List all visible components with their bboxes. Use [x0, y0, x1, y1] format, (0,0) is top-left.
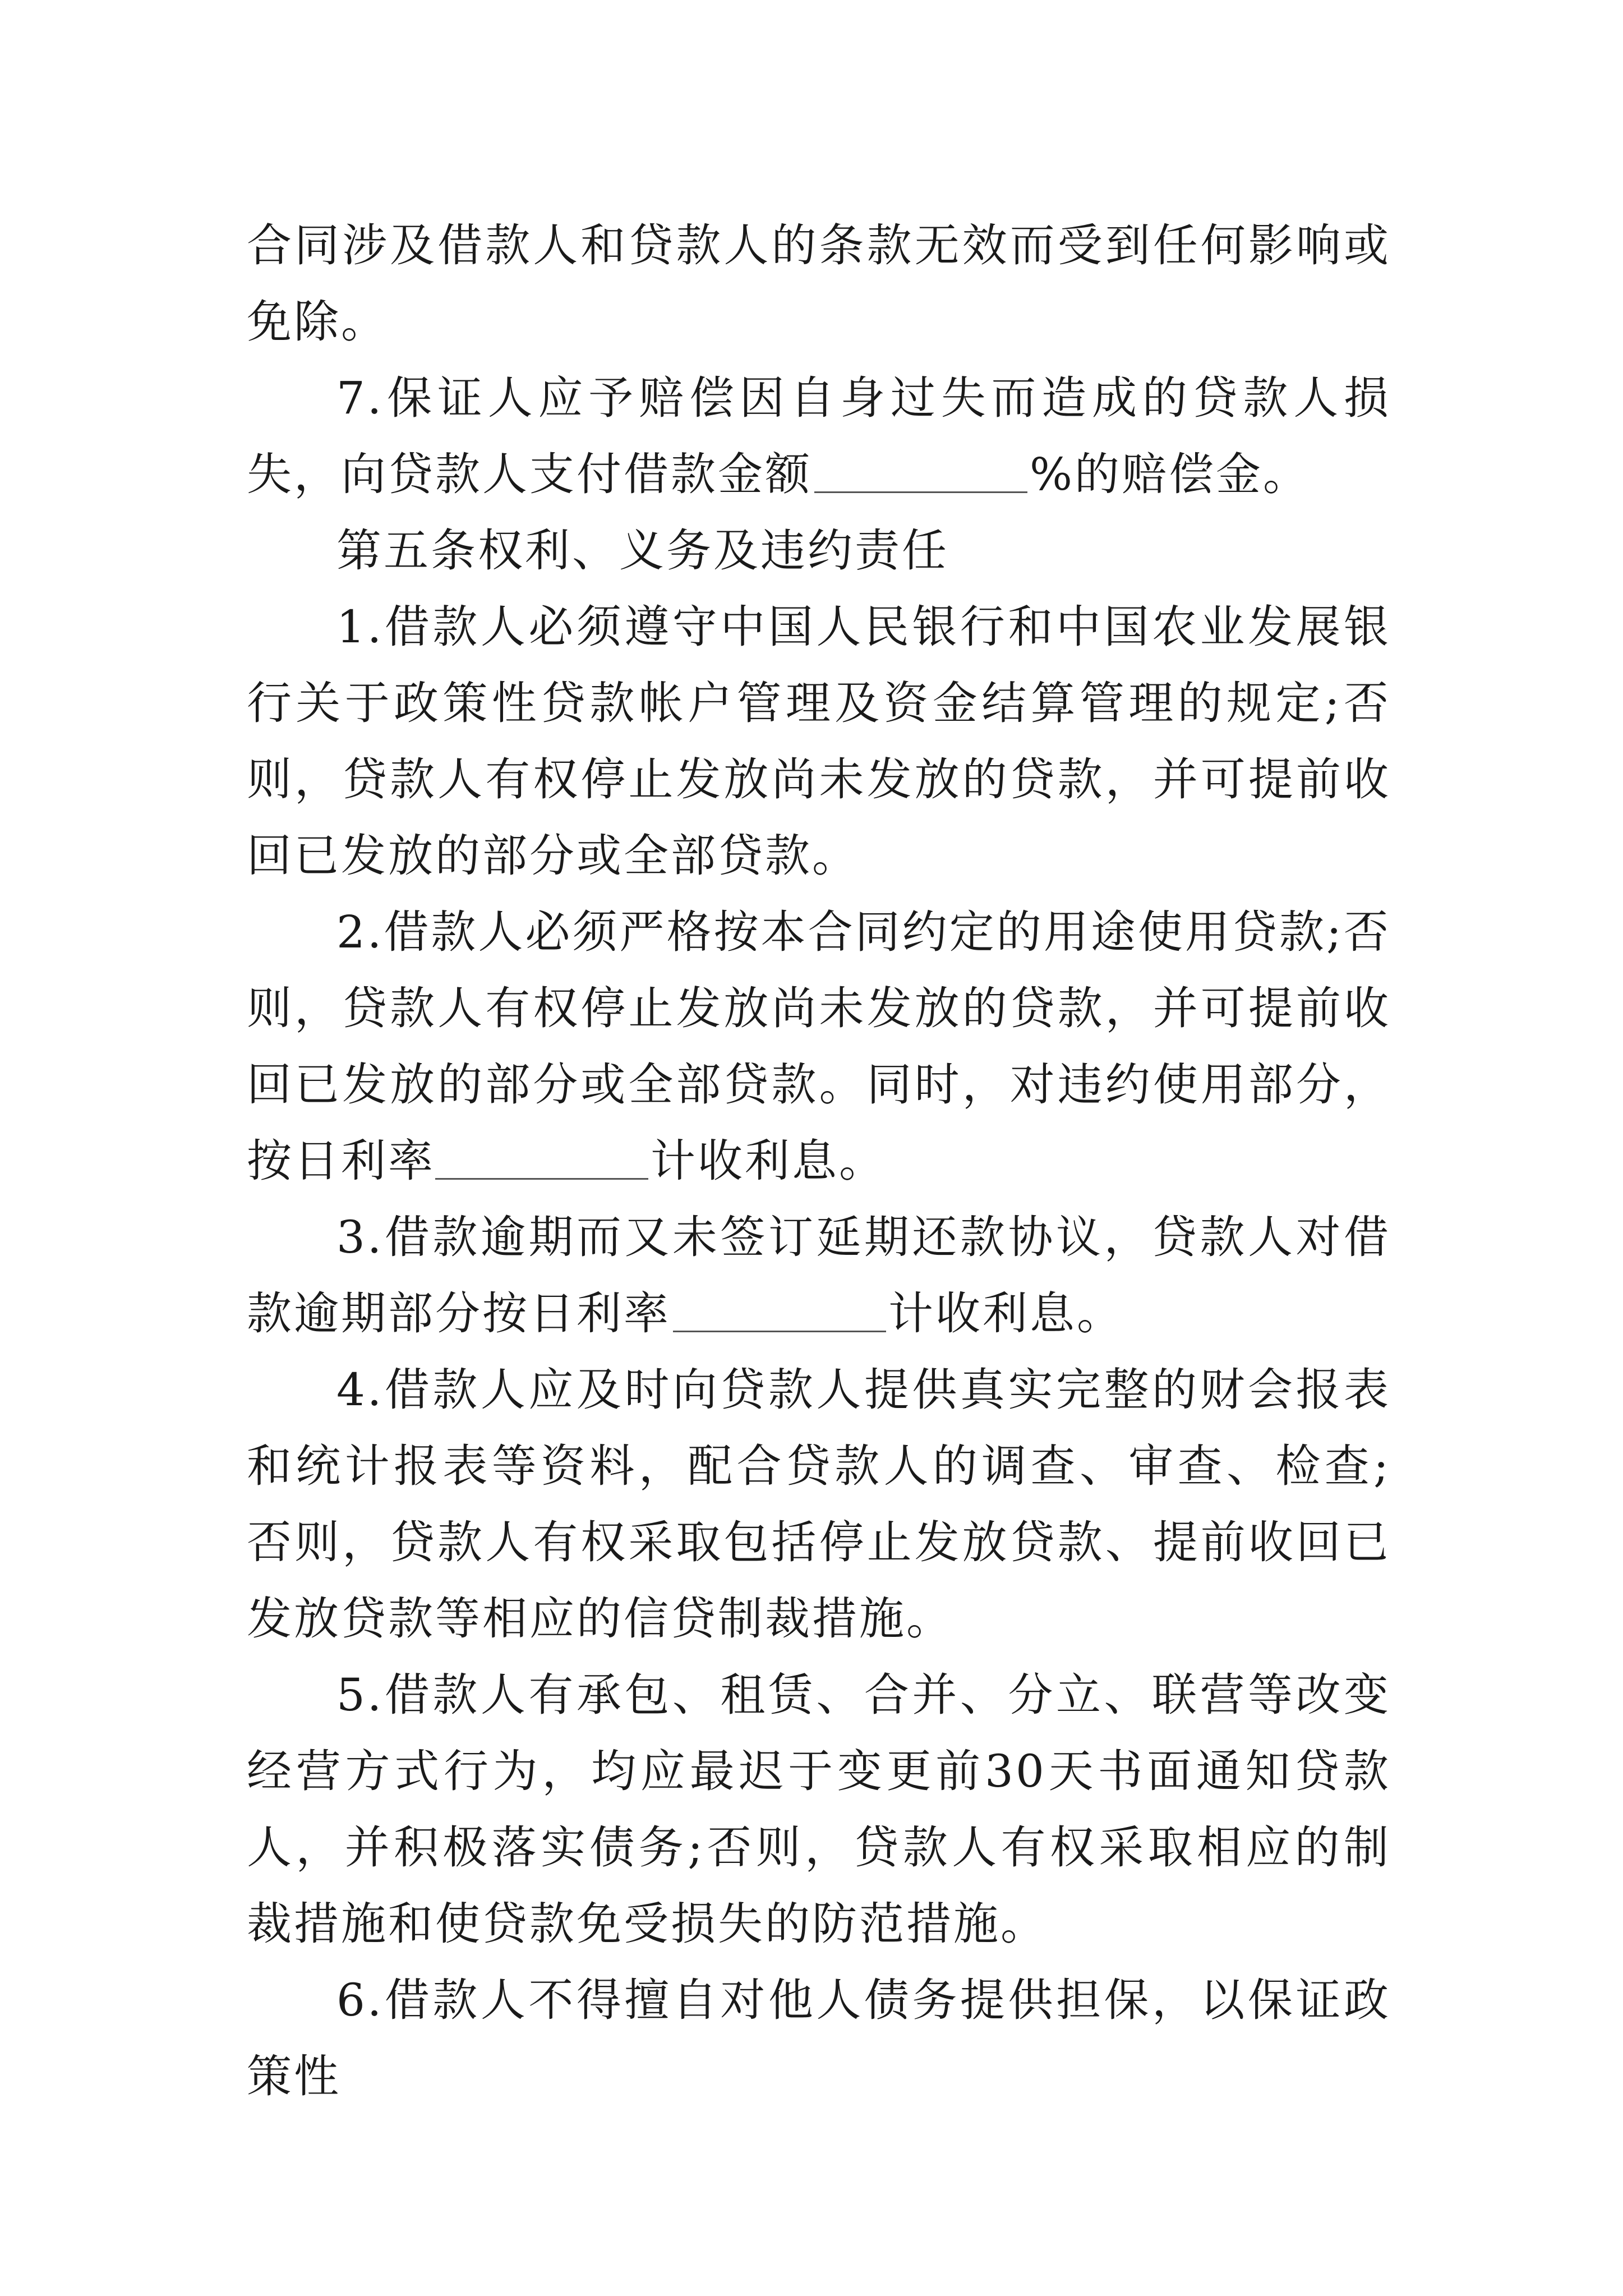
section-heading	[247, 513, 1391, 589]
paragraph-clause-2	[247, 894, 1391, 1199]
paragraph-text: 合同涉及借款人和贷款人的条款无效而受到任何影响或免除。	[247, 219, 1391, 348]
paragraph-text: 4.借款人应及时向贷款人提供真实完整的财会报表和统计报表等资料，配合贷款人的调查、审查、检查;否则，贷款人有权采取包括停止发放贷款、提前收回已发放贷款等相应的信贷制裁措施。	[247, 1364, 1391, 1645]
paragraph-clause-5	[247, 1657, 1391, 1962]
paragraph-clause-1	[247, 589, 1391, 894]
paragraph-clause-3	[247, 1199, 1391, 1352]
paragraph-text-before-blank: 2.借款人必须严格按本合同约定的用途使用贷款;否则，贷款人有权停止发放尚未发放的贷款，并可提前收回已发放的部分或全部贷款。同时，对违约使用部分，按日利率	[247, 906, 1391, 1187]
paragraph-text: 1.借款人必须遵守中国人民银行和中国农业发展银行关于政策性贷款帐户管理及资金结算管理的规定;否则，贷款人有权停止发放尚未发放的贷款，并可提前收回已发放的部分或全部贷款。	[247, 601, 1391, 882]
section-heading-text: 第五条权利、义务及违约责任	[336, 524, 949, 577]
fill-in-blank	[673, 1286, 886, 1332]
paragraph-clause-6	[247, 1962, 1391, 2115]
paragraph-text-after-blank: 计收利息。	[888, 1287, 1124, 1340]
paragraph-text-after-blank: %的赔偿金。	[1030, 448, 1311, 500]
paragraph-text-after-blank: 计收利息。	[651, 1135, 886, 1187]
paragraph-continuation	[247, 208, 1391, 360]
paragraph-text-before-blank: 7.保证人应予赔偿因自身过失而造成的贷款人损失，向贷款人支付借款金额	[247, 372, 1391, 500]
paragraph-clause-7	[247, 360, 1391, 513]
paragraph-text: 6.借款人不得擅自对他人债务提供担保，以保证政策性	[247, 1974, 1391, 2102]
paragraph-clause-4	[247, 1352, 1391, 1657]
paragraph-text: 5.借款人有承包、租赁、合并、分立、联营等改变经营方式行为，均应最迟于变更前30天书面通知贷款人，并积极落实债务;否则，贷款人有权采取相应的制裁措施和使贷款免受损失的防范措施。	[247, 1669, 1391, 1950]
document-body	[247, 208, 1391, 2115]
paragraph-text-before-blank: 3.借款逾期而又未签订延期还款协议，贷款人对借款逾期部分按日利率	[247, 1211, 1391, 1340]
fill-in-blank	[435, 1133, 648, 1180]
fill-in-blank	[814, 447, 1027, 493]
